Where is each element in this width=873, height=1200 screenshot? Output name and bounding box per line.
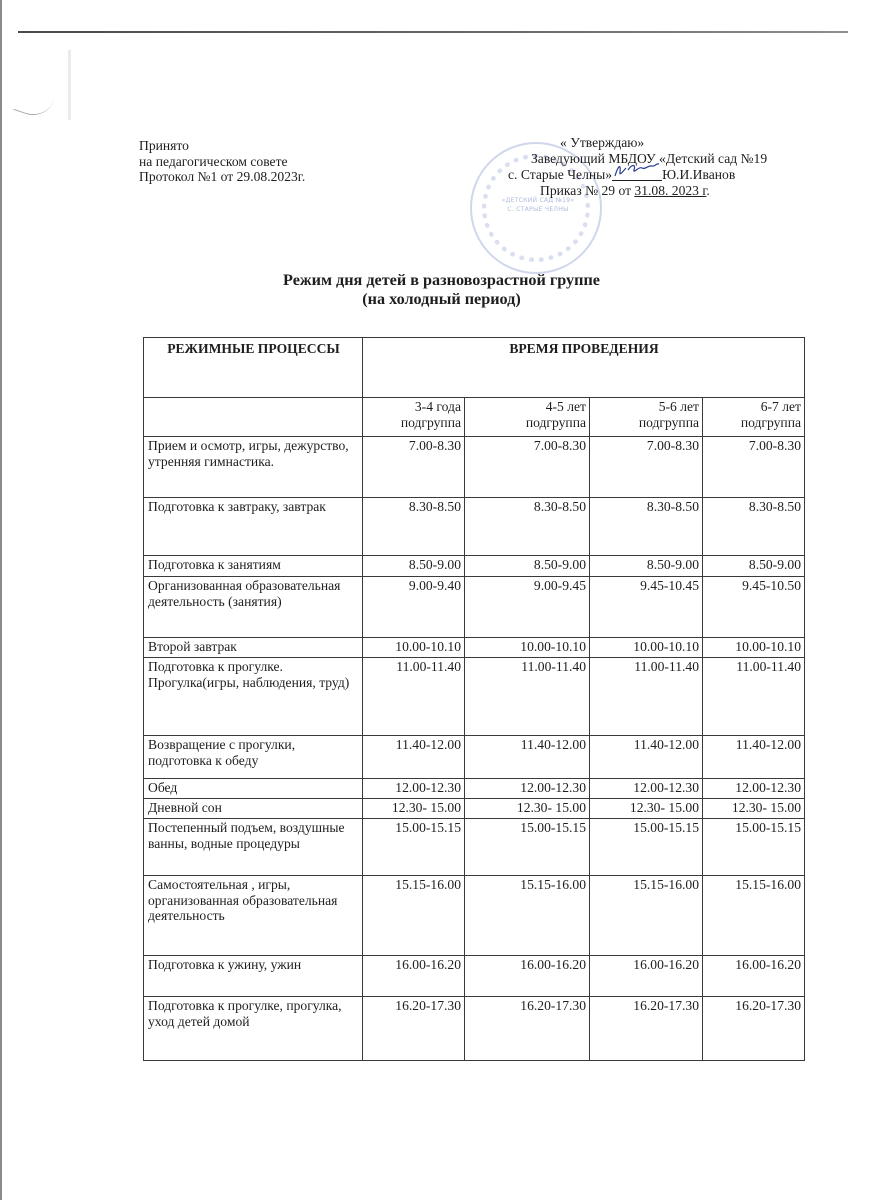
time-cell: 15.15-16.00 [465, 876, 590, 956]
time-cell: 11.00-11.40 [465, 658, 590, 736]
time-cell: 11.40-12.00 [703, 736, 805, 779]
table-row [144, 819, 805, 876]
stamp-text-name: «ДЕТСКИЙ САД №19» [501, 197, 575, 204]
table-row [144, 799, 805, 819]
time-cell: 12.30- 15.00 [363, 799, 465, 819]
scan-top-edge-line [18, 31, 848, 33]
time-cell: 9.45-10.50 [703, 577, 805, 638]
time-cell: 12.00-12.30 [703, 779, 805, 799]
table-row [144, 779, 805, 799]
time-cell: 15.15-16.00 [703, 876, 805, 956]
process-cell: Подготовка к занятиям [144, 556, 363, 577]
time-cell: 12.00-12.30 [590, 779, 703, 799]
table-row [144, 577, 805, 638]
approver-name: Ю.И.Иванов [662, 167, 736, 182]
time-cell: 7.00-8.30 [363, 437, 465, 498]
age-group-cell: 3-4 года подгруппа [363, 398, 465, 437]
time-cell: 12.30- 15.00 [590, 799, 703, 819]
time-cell: 15.00-15.15 [363, 819, 465, 876]
time-cell: 15.00-15.15 [703, 819, 805, 876]
time-cell: 7.00-8.30 [465, 437, 590, 498]
time-cell: 16.00-16.20 [465, 956, 590, 997]
age-group-cell: 4-5 лет подгруппа [465, 398, 590, 437]
process-cell: Обед [144, 779, 363, 799]
time-cell: 16.00-16.20 [363, 956, 465, 997]
scan-artifact-smudge [68, 50, 71, 120]
time-cell: 16.00-16.20 [590, 956, 703, 997]
accepted-block [139, 138, 305, 185]
process-cell: Подготовка к ужину, ужин [144, 956, 363, 997]
time-cell: 11.00-11.40 [363, 658, 465, 736]
table-row [144, 638, 805, 658]
time-cell: 16.20-17.30 [703, 997, 805, 1061]
process-cell: Самостоятельная , игры, организованная образовательная деятельность [144, 876, 363, 956]
table-row [144, 956, 805, 997]
time-cell: 11.00-11.40 [703, 658, 805, 736]
time-cell: 9.00-9.40 [363, 577, 465, 638]
time-cell: 12.30- 15.00 [465, 799, 590, 819]
time-cell: 16.00-16.20 [703, 956, 805, 997]
time-cell: 15.00-15.15 [590, 819, 703, 876]
time-cell: 15.00-15.15 [465, 819, 590, 876]
time-cell: 12.00-12.30 [465, 779, 590, 799]
age-group-cell: 5-6 лет подгруппа [590, 398, 703, 437]
process-cell: Прием и осмотр, игры, дежурство, утренняя гимнастика. [144, 437, 363, 498]
table-row [144, 658, 805, 736]
time-cell: 10.00-10.10 [465, 638, 590, 658]
approve-label: « Утверждаю» [560, 135, 645, 150]
accepted-protocol: Протокол №1 от 29.08.2023г. [139, 169, 306, 184]
time-cell: 8.30-8.50 [703, 498, 805, 556]
time-cell: 9.45-10.45 [590, 577, 703, 638]
time-cell: 11.40-12.00 [465, 736, 590, 779]
age-groups-empty-cell [144, 398, 363, 437]
title-line-2: (на холодный период) [362, 290, 521, 308]
time-cell: 15.15-16.00 [590, 876, 703, 956]
document-title [0, 271, 873, 309]
table-row [144, 876, 805, 956]
process-cell: Постепенный подъем, воздушные ванны, водные процедуры [144, 819, 363, 876]
time-cell: 8.50-9.00 [703, 556, 805, 577]
time-cell: 10.00-10.10 [590, 638, 703, 658]
process-cell: Дневной сон [144, 799, 363, 819]
process-cell: Второй завтрак [144, 638, 363, 658]
age-group-cell: 6-7 лет подгруппа [703, 398, 805, 437]
process-cell: Подготовка к завтраку, завтрак [144, 498, 363, 556]
time-cell: 16.20-17.30 [363, 997, 465, 1061]
age-groups-row [144, 398, 805, 437]
order-line: Приказ № 29 от 31.08. 2023 г. [540, 182, 710, 198]
time-cell: 7.00-8.30 [590, 437, 703, 498]
accepted-label: Принято [139, 138, 189, 153]
time-cell: 12.00-12.30 [363, 779, 465, 799]
title-line-1: Режим дня детей в разновозрастной группе [283, 271, 600, 289]
table-row [144, 736, 805, 779]
signature-icon [612, 166, 662, 181]
time-cell: 10.00-10.10 [363, 638, 465, 658]
order-date: 31.08. 2023 г [634, 182, 707, 198]
scan-page-edge [0, 0, 2, 1200]
process-cell: Подготовка к прогулке, прогулка, уход детей домой [144, 997, 363, 1061]
approval-block [508, 135, 828, 198]
process-cell: Подготовка к прогулке. Прогулка(игры, наблюдения, труд) [144, 658, 363, 736]
time-cell: 12.30- 15.00 [703, 799, 805, 819]
daily-schedule-table [143, 337, 805, 1061]
table-header-row [144, 338, 805, 398]
time-cell: 16.20-17.30 [465, 997, 590, 1061]
time-cell: 9.00-9.45 [465, 577, 590, 638]
stamp-text-place: С. СТАРЫЕ ЧЕЛНЫ [507, 206, 569, 213]
approver-position: Заведующий МБДОУ «Детский сад №19 [531, 150, 768, 166]
time-cell: 11.40-12.00 [363, 736, 465, 779]
table-row [144, 498, 805, 556]
time-cell: 16.20-17.30 [590, 997, 703, 1061]
order-number: Приказ № 29 от [540, 182, 635, 198]
time-cell: 7.00-8.30 [703, 437, 805, 498]
time-cell: 11.00-11.40 [590, 658, 703, 736]
scan-artifact-mark [13, 88, 54, 121]
approver-org-tail: с. Старые Челны» [508, 167, 613, 182]
table-row [144, 997, 805, 1061]
time-cell: 8.50-9.00 [465, 556, 590, 577]
process-cell: Организованная образовательная деятельность (занятия) [144, 577, 363, 638]
table-row [144, 437, 805, 498]
table-row [144, 556, 805, 577]
approver-signature-line [508, 166, 828, 183]
time-cell: 8.50-9.00 [590, 556, 703, 577]
header-processes: РЕЖИМНЫЕ ПРОЦЕССЫ [144, 338, 363, 398]
time-cell: 8.30-8.50 [363, 498, 465, 556]
process-cell: Возвращение с прогулки, подготовка к обеду [144, 736, 363, 779]
time-cell: 11.40-12.00 [590, 736, 703, 779]
time-cell: 15.15-16.00 [363, 876, 465, 956]
time-cell: 8.30-8.50 [590, 498, 703, 556]
time-cell: 8.50-9.00 [363, 556, 465, 577]
header-time: ВРЕМЯ ПРОВЕДЕНИЯ [363, 338, 805, 398]
time-cell: 10.00-10.10 [703, 638, 805, 658]
time-cell: 8.30-8.50 [465, 498, 590, 556]
accepted-council: на педагогическом совете [139, 153, 288, 169]
